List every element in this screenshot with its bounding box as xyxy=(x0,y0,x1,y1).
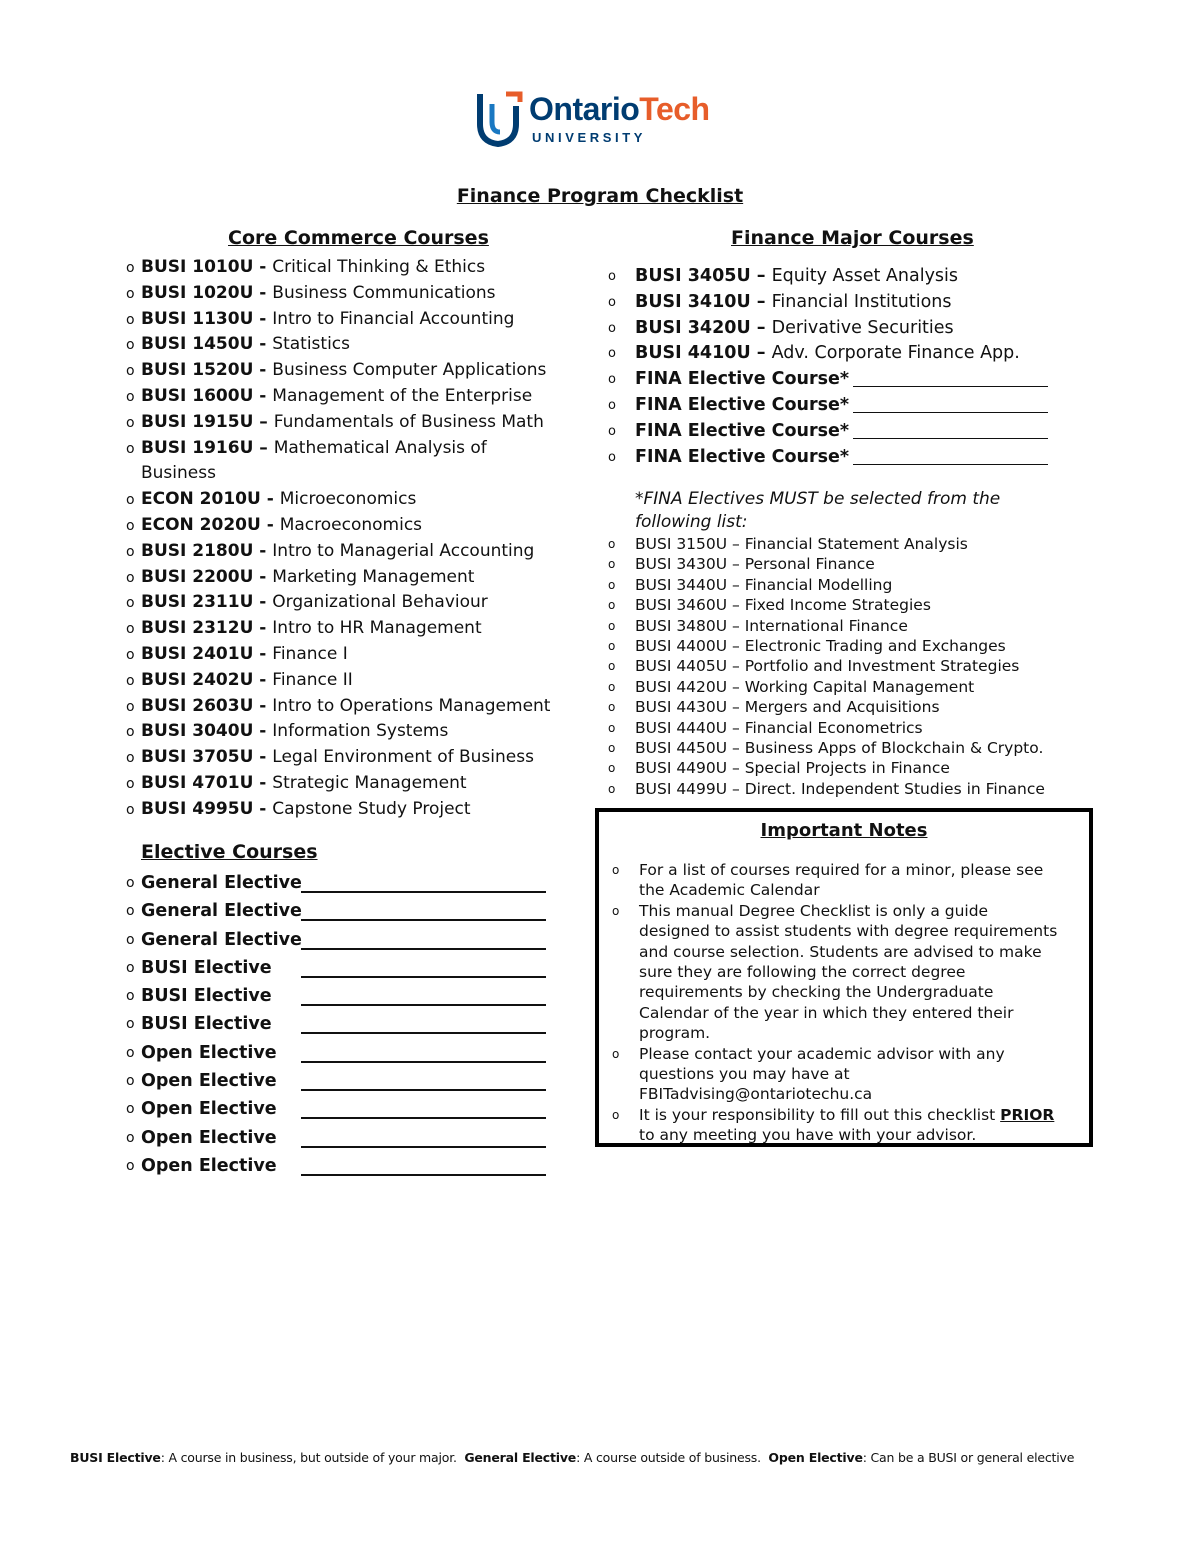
fina-option-item xyxy=(608,595,1045,615)
bullet-icon: o xyxy=(126,1016,135,1033)
bullet-icon: o xyxy=(608,346,616,362)
note-text: This manual Degree Checklist is only a guide designed to assist students with degree requirements and course selection. Students are advised to make sure they are following the correct degree requirements by checking the Undergraduate Calendar of the year in which they entered their program. xyxy=(639,901,1058,1043)
course-separator: - xyxy=(253,566,273,587)
bullet-icon: o xyxy=(126,801,135,818)
course-item xyxy=(608,316,1048,342)
course-item xyxy=(126,358,586,384)
course-separator: - xyxy=(253,772,273,793)
course-code: BUSI 1130U xyxy=(141,308,254,329)
course-name: Finance II xyxy=(272,669,353,690)
fina-option-item xyxy=(608,697,1045,717)
course-name: Intro to Operations Management xyxy=(272,695,551,716)
course-item xyxy=(126,281,586,307)
course-separator: - xyxy=(253,308,273,329)
course-name: Information Systems xyxy=(272,721,449,742)
ontario-tech-logo xyxy=(476,90,726,150)
fina-option-item xyxy=(608,616,1045,636)
bullet-icon: o xyxy=(608,720,616,735)
course-separator: - xyxy=(253,669,273,690)
fina-option-item xyxy=(608,718,1045,738)
course-item xyxy=(126,436,501,488)
course-name: Fundamentals of Business Math xyxy=(273,411,544,432)
course-separator: - xyxy=(253,385,273,406)
course-code: ECON 2010U xyxy=(141,489,261,510)
course-code: BUSI 1915U xyxy=(141,411,254,432)
course-item xyxy=(126,539,586,565)
course-item xyxy=(126,565,586,591)
bullet-icon: o xyxy=(608,598,616,613)
fina-option-item xyxy=(608,554,1045,574)
fina-elective-slot xyxy=(608,393,1048,419)
important-notes-heading: Important Notes xyxy=(760,820,928,841)
bullet-icon: o xyxy=(608,294,616,310)
course-item xyxy=(608,341,1048,367)
course-code: BUSI 2200U xyxy=(141,566,254,587)
course-separator: - xyxy=(253,798,273,819)
fina-electives-note: *FINA Electives MUST be selected from the following list: xyxy=(635,489,1001,532)
elective-item xyxy=(126,869,302,897)
bullet-icon: o xyxy=(126,388,135,405)
elective-item xyxy=(126,897,302,925)
course-code: BUSI 1916U xyxy=(141,437,254,458)
bullet-icon: o xyxy=(126,414,135,431)
bullet-icon: o xyxy=(126,569,135,586)
course-code: ECON 2020U xyxy=(141,514,261,535)
course-name: Finance I xyxy=(272,643,348,664)
bullet-icon: o xyxy=(126,698,135,715)
course-name: Mathematical Analysis of Business xyxy=(141,437,487,484)
course-separator: – xyxy=(750,266,772,286)
logo-subtitle: UNIVERSITY xyxy=(532,130,647,145)
course-item xyxy=(126,745,586,771)
course-code: BUSI 4995U xyxy=(141,798,254,819)
course-item xyxy=(126,642,586,668)
bullet-icon: o xyxy=(126,875,135,891)
bullet-icon: o xyxy=(608,740,616,755)
elective-item xyxy=(126,1067,302,1095)
course-code: BUSI 1020U xyxy=(141,282,254,303)
fina-option-label: BUSI 3150U – Financial Statement Analysis xyxy=(635,535,968,553)
fina-option-label: BUSI 4440U – Financial Econometrics xyxy=(635,718,923,737)
course-code: BUSI 2311U xyxy=(141,592,254,613)
bullet-icon: o xyxy=(608,679,616,694)
fina-elective-label: FINA Elective Course* xyxy=(635,420,850,441)
bullet-icon: o xyxy=(126,1044,135,1061)
course-item xyxy=(126,616,586,642)
course-separator: - xyxy=(253,282,273,303)
course-separator: - xyxy=(253,540,273,561)
bullet-icon: o xyxy=(608,372,616,388)
bullet-icon: o xyxy=(126,1129,135,1146)
course-name: Macroeconomics xyxy=(279,514,423,535)
course-name: Marketing Management xyxy=(272,566,475,587)
bullet-icon: o xyxy=(126,492,135,509)
course-item xyxy=(608,264,1048,290)
course-item xyxy=(126,307,586,333)
bullet-icon: o xyxy=(608,618,616,633)
blank-line[interactable] xyxy=(301,976,546,978)
bullet-icon: o xyxy=(608,577,616,592)
course-name: Microeconomics xyxy=(279,489,417,510)
course-item xyxy=(126,410,586,436)
course-name: Legal Environment of Business xyxy=(272,747,534,768)
bullet-icon: o xyxy=(608,781,616,796)
elective-item xyxy=(126,982,302,1010)
course-code: BUSI 1520U xyxy=(141,360,254,381)
course-name: Business Computer Applications xyxy=(272,360,547,381)
course-item xyxy=(126,487,586,513)
blank-line[interactable] xyxy=(853,446,1048,465)
fina-option-label: BUSI 4400U – Electronic Trading and Exchanges xyxy=(635,636,1006,655)
course-separator: - xyxy=(253,747,273,768)
course-separator: – xyxy=(750,317,772,338)
fina-option-label: BUSI 4490U – Special Projects in Finance xyxy=(635,759,950,778)
elective-label: Open Elective xyxy=(141,1099,277,1120)
elective-label: BUSI Elective xyxy=(141,1014,272,1035)
course-item xyxy=(126,719,586,745)
fina-option-label: BUSI 4405U – Portfolio and Investment Strategies xyxy=(635,657,1020,676)
course-code: BUSI 1600U xyxy=(141,385,254,406)
fina-elective-slot xyxy=(608,367,1048,393)
bullet-icon: o xyxy=(126,988,135,1005)
course-item xyxy=(126,513,586,539)
blank-line[interactable] xyxy=(301,919,546,921)
fina-elective-slot xyxy=(608,419,1048,445)
note-item xyxy=(609,860,1059,901)
fina-option-item xyxy=(608,534,1045,554)
prior-emphasis: PRIOR xyxy=(1000,1105,1055,1124)
blank-line[interactable] xyxy=(853,368,1048,387)
bullet-icon: o xyxy=(126,1157,135,1174)
elective-label: General Elective xyxy=(141,929,302,950)
elective-item xyxy=(126,1152,302,1180)
fina-option-label: BUSI 3460U – Fixed Income Strategies xyxy=(635,596,931,615)
course-separator: – xyxy=(253,437,274,458)
course-code: BUSI 3405U xyxy=(635,266,751,286)
fina-option-item xyxy=(608,636,1045,656)
bullet-icon: o xyxy=(126,621,135,638)
bullet-icon: o xyxy=(608,659,616,674)
course-separator: - xyxy=(253,618,273,639)
elective-item xyxy=(126,1124,302,1152)
bullet-icon: o xyxy=(612,863,620,877)
bullet-icon: o xyxy=(608,638,616,653)
course-code: BUSI 2603U xyxy=(141,695,254,716)
blank-line[interactable] xyxy=(301,1032,546,1034)
course-code: BUSI 4410U xyxy=(635,343,751,364)
bullet-icon: o xyxy=(126,595,135,612)
course-code: BUSI 3705U xyxy=(141,747,254,768)
elective-item xyxy=(126,1010,302,1038)
course-code: BUSI 4701U xyxy=(141,772,254,793)
course-code: BUSI 3410U xyxy=(635,291,751,312)
blank-line[interactable] xyxy=(301,1089,546,1091)
bullet-icon: o xyxy=(608,761,616,776)
list-item: o It is your responsibility to fill out this checklist PRIOR to any meeting you have with your advisor. xyxy=(612,1105,1055,1145)
bullet-icon: o xyxy=(126,1101,135,1118)
fina-option-label: BUSI 4450U – Business Apps of Blockchain & Crypto. xyxy=(635,738,1044,757)
elective-label: Open Elective xyxy=(141,1042,277,1063)
fina-option-label: BUSI 4499U – Direct. Independent Studies in Finance xyxy=(635,779,1045,798)
course-name: Organizational Behaviour xyxy=(272,592,488,613)
bullet-icon: o xyxy=(612,1046,620,1061)
course-code: BUSI 3420U xyxy=(635,317,751,338)
fina-elective-slot xyxy=(608,445,1048,471)
logo-wordmark: OntarioTech xyxy=(529,91,710,127)
major-course-list xyxy=(608,264,1048,470)
course-item xyxy=(126,255,586,281)
bullet-icon: o xyxy=(126,517,135,534)
course-name: Statistics xyxy=(272,334,350,355)
fina-option-label: BUSI 3440U – Financial Modelling xyxy=(635,575,893,594)
elective-item xyxy=(126,954,302,982)
bullet-icon: o xyxy=(126,311,135,328)
fina-option-item xyxy=(608,656,1045,676)
shield-logo-icon xyxy=(476,90,524,148)
blank-line[interactable] xyxy=(301,1117,546,1119)
course-name: Equity Asset Analysis xyxy=(771,266,959,286)
course-item xyxy=(126,694,586,720)
course-name: Financial Institutions xyxy=(771,291,952,312)
fina-elective-label: FINA Elective Course* xyxy=(635,394,850,415)
core-course-list xyxy=(126,255,586,823)
course-separator: - xyxy=(253,257,273,277)
fina-option-item xyxy=(608,575,1045,595)
bullet-icon: o xyxy=(126,672,135,689)
course-item xyxy=(126,332,586,358)
fina-option-label: BUSI 4430U – Mergers and Acquisitions xyxy=(635,698,940,717)
blank-line[interactable] xyxy=(301,1061,546,1063)
fina-option-item xyxy=(608,779,1045,799)
course-name: Critical Thinking & Ethics xyxy=(272,257,486,277)
course-name: Management of the Enterprise xyxy=(272,385,533,406)
course-name: Strategic Management xyxy=(272,772,467,793)
elective-label: Open Elective xyxy=(141,1127,277,1148)
elective-label: General Elective xyxy=(141,873,302,893)
bullet-icon: o xyxy=(608,449,616,465)
bullet-icon: o xyxy=(608,700,616,715)
fina-option-label: BUSI 3430U – Personal Finance xyxy=(635,555,875,574)
note-text: For a list of courses required for a minor, please see the Academic Calendar xyxy=(639,861,1044,900)
blank-line[interactable] xyxy=(301,891,546,893)
elective-item xyxy=(126,926,302,954)
bullet-icon: o xyxy=(608,537,616,551)
course-item xyxy=(126,797,586,823)
course-code: BUSI 2312U xyxy=(141,618,254,639)
bullet-icon: o xyxy=(126,959,135,976)
course-item xyxy=(126,384,586,410)
course-name: Intro to HR Management xyxy=(272,618,482,639)
major-courses-heading: Finance Major Courses xyxy=(731,227,974,249)
blank-line[interactable] xyxy=(853,394,1048,413)
blank-line[interactable] xyxy=(301,948,546,950)
course-name: Business Communications xyxy=(272,282,496,303)
bullet-icon: o xyxy=(608,557,616,572)
elective-label: Open Elective xyxy=(141,1155,277,1176)
blank-line[interactable] xyxy=(301,1004,546,1006)
blank-line[interactable] xyxy=(853,420,1048,439)
course-separator: – xyxy=(750,291,772,312)
bullet-icon: o xyxy=(126,363,135,380)
course-separator: - xyxy=(253,721,273,742)
bullet-icon: o xyxy=(126,260,135,276)
note-item xyxy=(609,901,1059,1044)
page-title: Finance Program Checklist xyxy=(456,185,744,207)
bullet-icon: o xyxy=(608,269,616,284)
course-item xyxy=(608,290,1048,316)
fina-option-item xyxy=(608,758,1045,778)
bullet-icon: o xyxy=(126,337,135,354)
bullet-icon: o xyxy=(126,646,135,663)
elective-label: BUSI Elective xyxy=(141,986,272,1007)
elective-course-list xyxy=(126,869,302,1180)
course-separator: - xyxy=(260,489,280,510)
note-item xyxy=(609,1044,1059,1105)
note-text: Please contact your academic advisor with any questions you may have at FBITadvising@ontariotechu.ca xyxy=(639,1044,1005,1104)
bullet-icon: o xyxy=(126,285,135,302)
important-notes-box xyxy=(595,808,1093,1147)
course-name: Capstone Study Project xyxy=(272,798,471,819)
core-courses-heading: Core Commerce Courses xyxy=(228,227,489,249)
blank-line[interactable] xyxy=(301,1146,546,1148)
course-separator: - xyxy=(260,514,280,535)
bullet-icon: o xyxy=(126,543,135,560)
bullet-icon: o xyxy=(126,903,135,920)
elective-label: General Elective xyxy=(141,901,302,922)
course-separator: - xyxy=(253,360,273,381)
bullet-icon: o xyxy=(126,931,135,948)
bullet-icon: o xyxy=(608,320,616,336)
course-item xyxy=(126,668,586,694)
fina-elective-label: FINA Elective Course* xyxy=(635,369,850,390)
fina-option-item xyxy=(608,738,1045,758)
course-name: Derivative Securities xyxy=(771,317,954,338)
course-separator: – xyxy=(253,411,274,432)
elective-label: BUSI Elective xyxy=(141,957,272,978)
course-code: BUSI 2402U xyxy=(141,669,254,690)
bullet-icon: o xyxy=(608,397,616,413)
course-separator: - xyxy=(253,643,273,664)
bullet-icon: o xyxy=(126,775,135,792)
fina-option-label: BUSI 3480U – International Finance xyxy=(635,616,908,635)
bullet-icon: o xyxy=(126,1073,135,1090)
fina-option-item xyxy=(608,677,1045,697)
course-separator: - xyxy=(253,334,273,355)
course-separator: - xyxy=(253,695,273,716)
fina-elective-label: FINA Elective Course* xyxy=(635,446,850,467)
bullet-icon: o xyxy=(612,903,620,918)
fina-elective-list xyxy=(608,534,1045,799)
course-item xyxy=(126,590,586,616)
important-notes-list xyxy=(609,860,1059,1146)
course-name: Intro to Financial Accounting xyxy=(272,308,515,329)
course-code: BUSI 2180U xyxy=(141,540,254,561)
elective-item xyxy=(126,1039,302,1067)
bullet-icon: o xyxy=(608,423,616,439)
blank-line[interactable] xyxy=(301,1174,546,1176)
bullet-icon: o xyxy=(126,440,135,457)
bullet-icon: o xyxy=(612,1107,620,1122)
course-code: BUSI 1010U xyxy=(141,257,254,277)
course-code: BUSI 3040U xyxy=(141,721,254,742)
elective-label: Open Elective xyxy=(141,1071,277,1092)
bullet-icon: o xyxy=(126,750,135,767)
course-item xyxy=(126,771,586,797)
course-separator: – xyxy=(750,343,772,364)
footer-legend: BUSI Elective: A course in business, but outside of your major. General Elective: A course outside of business. Open Elective: Can be a BUSI or general elective xyxy=(70,1450,1075,1465)
course-separator: - xyxy=(253,592,273,613)
course-code: BUSI 2401U xyxy=(141,643,254,664)
course-name: Intro to Managerial Accounting xyxy=(272,540,535,561)
elective-courses-heading: Elective Courses xyxy=(141,841,318,863)
course-name: Adv. Corporate Finance App. xyxy=(771,343,1020,364)
bullet-icon: o xyxy=(126,724,135,741)
elective-item xyxy=(126,1095,302,1123)
fina-option-label: BUSI 4420U – Working Capital Management xyxy=(635,677,975,696)
course-code: BUSI 1450U xyxy=(141,334,254,355)
